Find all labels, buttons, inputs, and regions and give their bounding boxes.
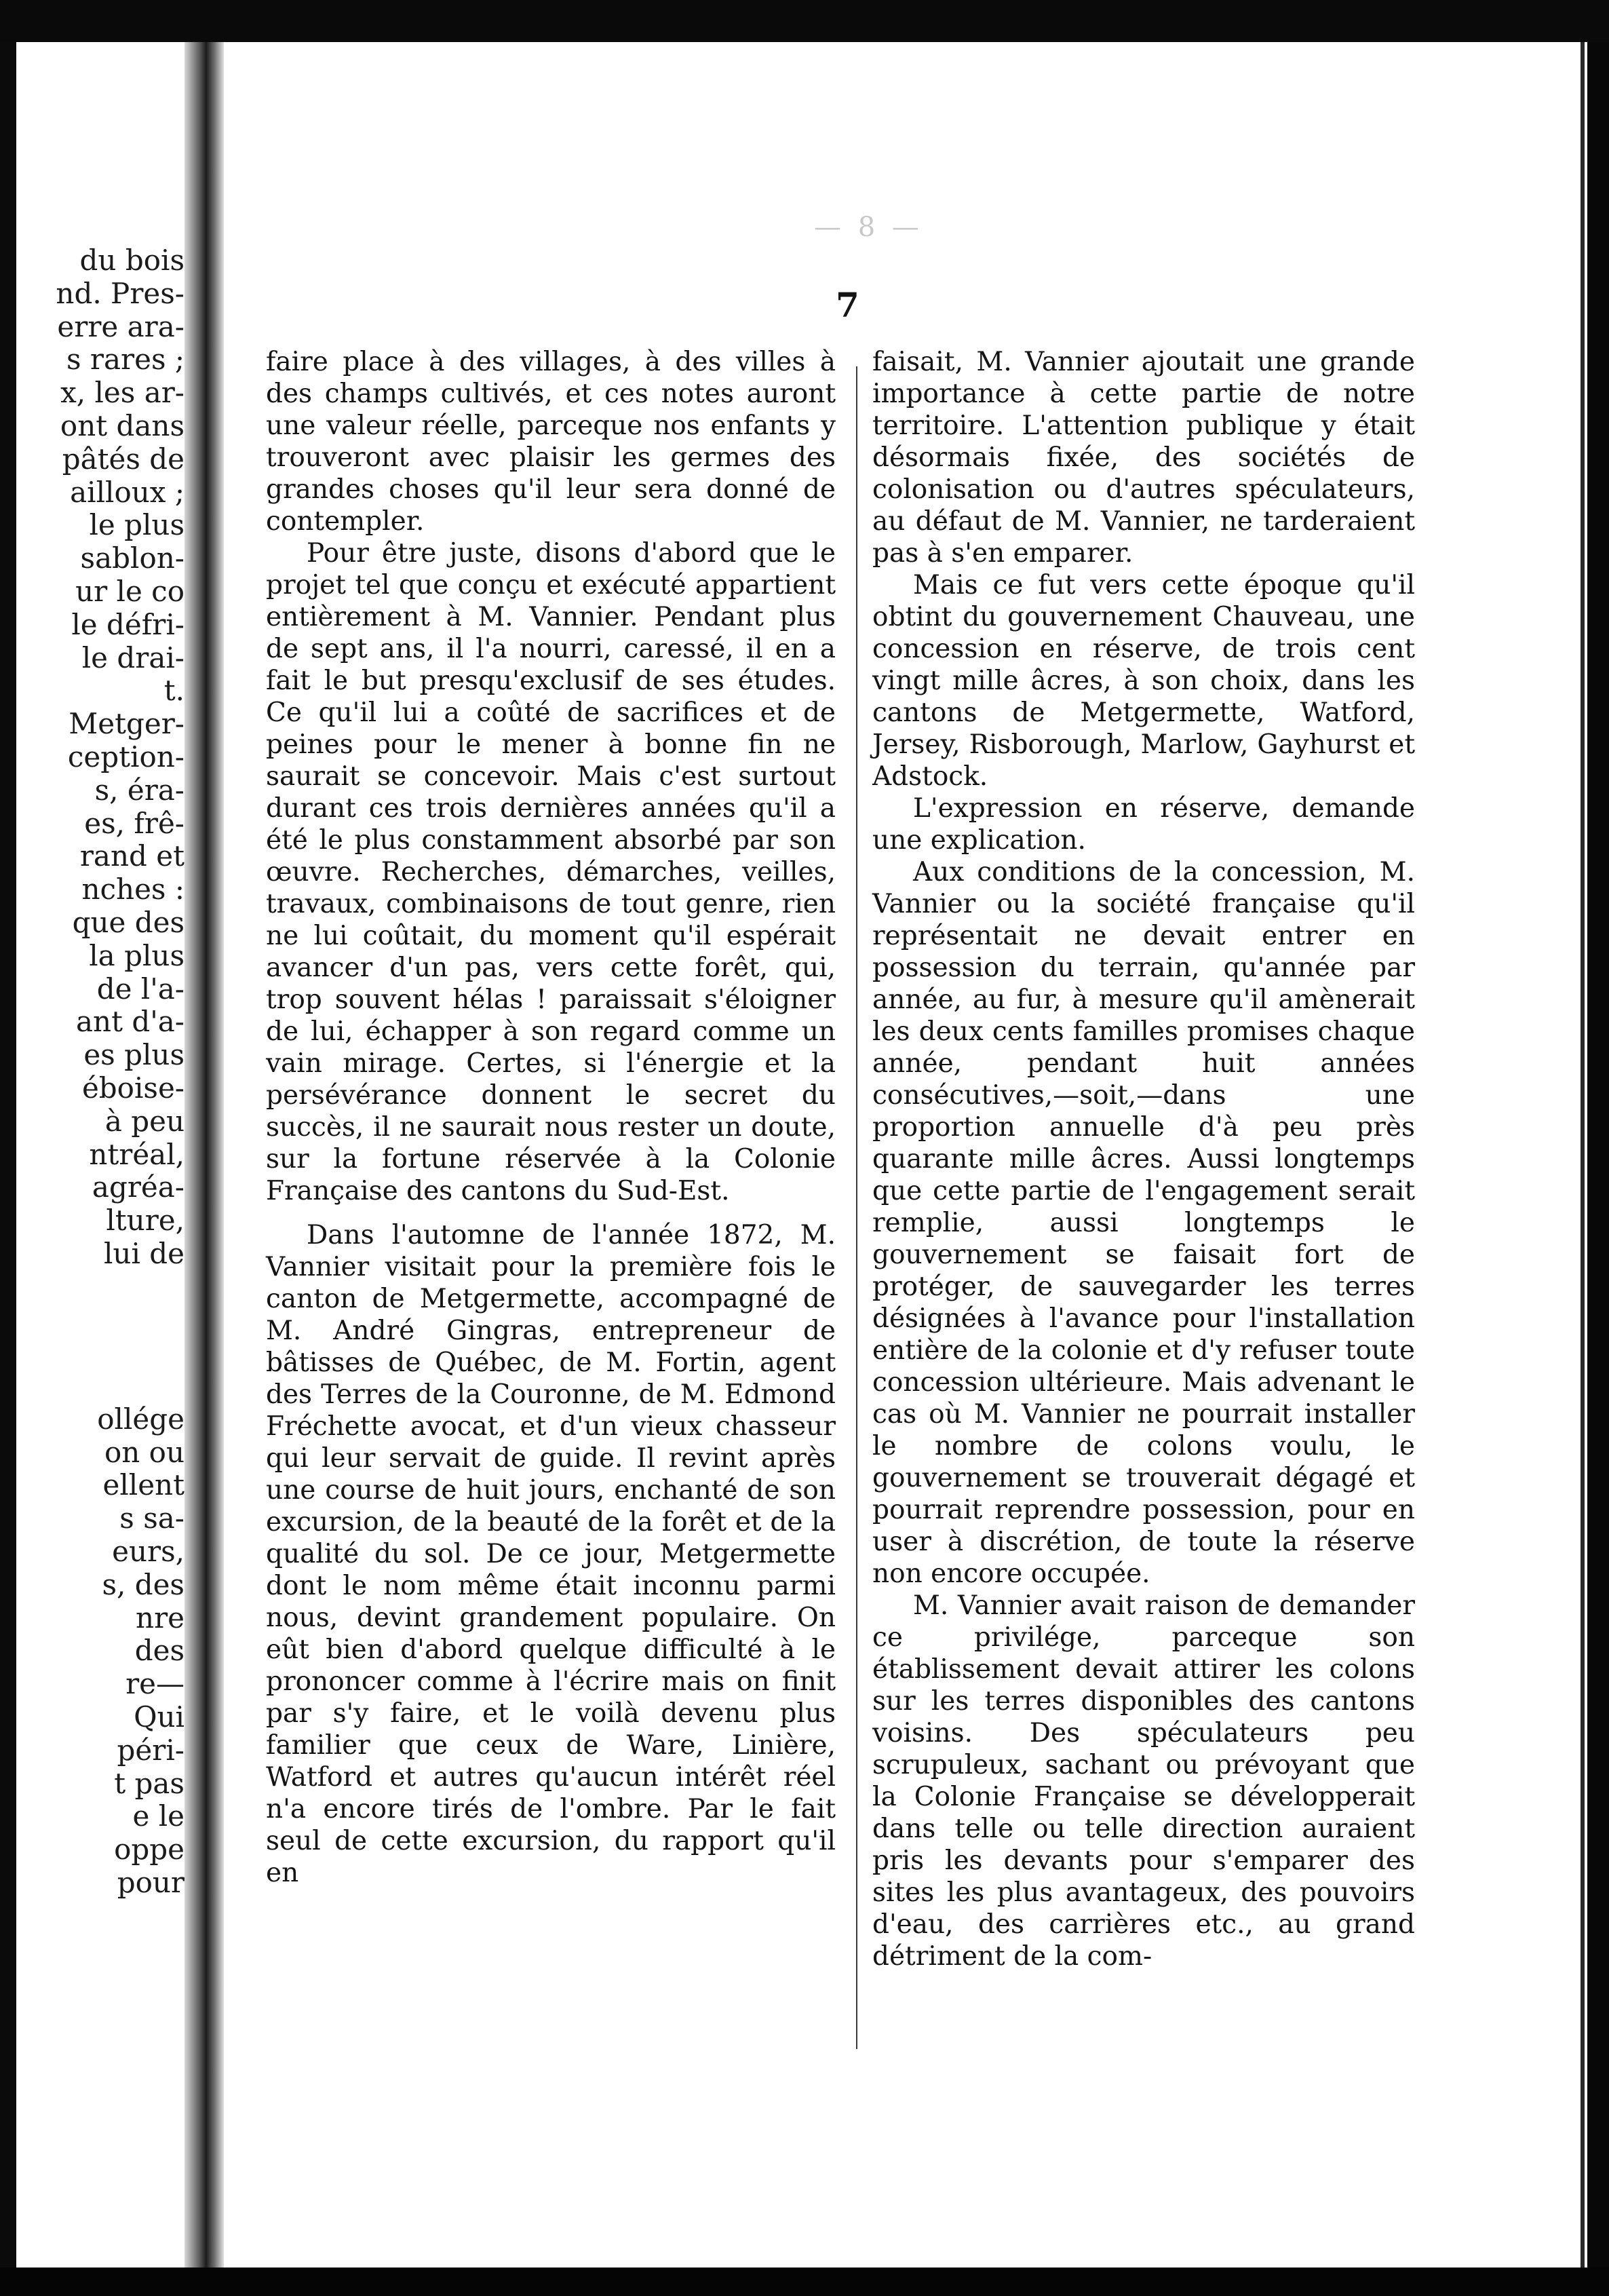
scan-right-border — [1587, 42, 1609, 2296]
paragraph: faire place à des villages, à des villes à des champs cultivés, et ces notes auront une valeur réelle, parceque nos enfants y trouveront avec plaisir les germes des grandes choses qu'il leur sera donné de contempler. — [266, 347, 836, 537]
facing-page-line: pâtés de — [62, 442, 185, 476]
facing-page-line — [19, 1337, 185, 1370]
facing-page-line: s rares ; — [66, 343, 185, 377]
facing-page-line: ntréal, — [89, 1137, 185, 1171]
facing-page-line: lture, — [106, 1204, 185, 1238]
facing-page-line: eurs, — [112, 1535, 185, 1569]
facing-page-line: oppe — [114, 1833, 185, 1867]
book-gutter — [185, 42, 224, 2268]
facing-page-line: e le — [132, 1799, 185, 1833]
facing-page-line: du bois — [79, 244, 185, 277]
text-column-left — [266, 346, 836, 1889]
facing-page-line: le défri- — [71, 607, 185, 641]
facing-page-line: la plus — [89, 938, 185, 972]
facing-page-line: ellent — [102, 1468, 185, 1502]
facing-page-line: s sa- — [119, 1501, 185, 1535]
paragraph: faisait, M. Vannier ajoutait une grande importance à cette partie de notre territoire. L'attention publique y était désormais fixée, des sociétés de colonisation ou d'autres spéculateurs, au défaut de M. Vannier, ne tarderaient pas à s'en emparer. — [872, 347, 1415, 569]
facing-page-line: t pas — [114, 1766, 185, 1800]
facing-page-line: le plus — [89, 508, 185, 542]
facing-page-line: péri- — [117, 1733, 185, 1767]
facing-page-line: re— — [125, 1667, 185, 1701]
scan-bottom-border — [0, 2268, 1609, 2296]
facing-page-line: à peu — [104, 1104, 185, 1138]
facing-page-line: pour — [117, 1866, 185, 1900]
page-edge-shadow — [1581, 42, 1585, 2268]
facing-page-fragments — [19, 244, 185, 2110]
facing-page-line: le drai- — [81, 640, 185, 674]
bleed-through-header: — 8 — — [814, 212, 923, 243]
facing-page-line: s, éra- — [94, 773, 185, 807]
paragraph: Mais ce fut vers cette époque qu'il obtint du gouvernement Chauveau, une concession en réserve, de trois cent vingt mille âcres, à son choix, dans les cantons de Metgermette, Watford, Jersey, Risborough, Marlow, Gayhurst et Adstock. — [872, 570, 1415, 792]
paragraph: Aux conditions de la concession, M. Vannier ou la société française qu'il représentait ne devait entrer en possession du terrain, qu'année par année, au fur, à mesure qu'il amènerait les deux cents familles promises chaque année, pendant huit années consécutives,—soit,—dans une proportion annuelle d'à peu près quarante mille âcres. Aussi longtemps que cette partie de l'engagement serait remplie, aussi longtemps le gouvernement se faisait fort de protéger, de sauvegarder les terres désignées à l'avance pour l'installation entière de la colonie et d'y refuser toute concession ultérieure. Mais advenant le cas où M. Vannier ne pourrait installer le nombre de colons voulu, le gouvernement se trouverait dégagé et pourrait reprendre possession, pour en user à discrétion, de toute la réserve non encore occupée. — [872, 857, 1415, 1589]
facing-page-line: nre — [136, 1601, 185, 1634]
facing-page-line: es plus — [83, 1038, 185, 1072]
text-column-right — [872, 346, 1415, 1972]
facing-page-line: s, des — [102, 1567, 185, 1601]
facing-page-line: erre ara- — [57, 309, 185, 343]
facing-page-line: lui de — [103, 1236, 185, 1270]
facing-page-line — [19, 1370, 185, 1403]
paragraph: M. Vannier avait raison de demander ce privilége, parceque son établissement devait attirer les colons sur les terres disponibles des cantons voisins. Des spéculateurs peu scrupuleux, sachant ou prévoyant que la Colonie Française se développerait dans telle ou telle direction auraient pris les devants pour s'emparer des sites les plus avantageux, des pouvoirs d'eau, des carrières etc., au grand détriment de la com- — [872, 1590, 1415, 1972]
facing-page-line: des — [134, 1634, 185, 1668]
facing-page-line: que des — [72, 905, 185, 939]
facing-page-line: on ou — [104, 1435, 185, 1469]
paragraph: Dans l'automne de l'année 1872, M. Vannier visitait pour la première fois le canton de Metgermette, accompagné de M. André Gingras, entrepreneur de bâtisses de Québec, de M. Fortin, agent des Terres de la Couronne, de M. Edmond Fréchette avocat, et d'un vieux chasseur qui leur servait de guide. Il revint après une course de huit jours, enchanté de son excursion, de la beauté de la forêt et de la qualité du sol. De ce jour, Metgermette dont le nom même était inconnu parmi nous, devint grandement populaire. On eût bien d'abord quelque difficulté à le prononcer comme à l'écrire mais on finit par s'y faire, et le voilà devenu plus familier que ceux de Ware, Linière, Watford et autres qu'aucun intérêt réel n'a encore tirés de l'ombre. Par le fait seul de cette excursion, du rapport qu'il en — [266, 1220, 836, 1888]
facing-page-line: ur le co — [75, 574, 185, 608]
facing-page-line: t. — [163, 674, 185, 708]
facing-page-line — [19, 1304, 185, 1337]
facing-page-line: nd. Pres- — [56, 276, 185, 310]
facing-page-line: ont dans — [60, 408, 185, 442]
facing-page-line: ailloux ; — [70, 475, 185, 509]
facing-page-line: sablon- — [80, 541, 185, 575]
facing-page-line: ception- — [67, 740, 185, 773]
paragraph: L'expression en réserve, demande une explication. — [872, 793, 1415, 856]
facing-page-line: x, les ar- — [60, 376, 185, 410]
facing-page-line: Metger- — [69, 707, 185, 741]
facing-page-line: éboise- — [81, 1071, 185, 1105]
facing-page-line: es, frê- — [84, 806, 185, 840]
facing-page-line: nches : — [81, 873, 185, 906]
facing-page-line: agréa- — [92, 1170, 185, 1204]
facing-page-line — [19, 1271, 185, 1304]
facing-page-line: ollége — [97, 1402, 185, 1436]
paragraph: Pour être juste, disons d'abord que le projet tel que conçu et exécuté appartient entièrement à M. Vannier. Pendant plus de sept ans, il l'a nourri, caressé, il en a fait le but presqu'exclusif de ses études. Ce qu'il lui a coûté de sacrifices et de peines pour le mener à bonne fin ne saurait se concevoir. Mais c'est surtout durant ces trois dernières années qu'il a été le plus constamment absorbé par son œuvre. Recherches, démarches, veilles, travaux, combinaisons de tout genre, rien ne lui coûtait, du moment qu'il espérait avancer d'un pas, vers cette forêt, qui, trop souvent hélas ! paraissait s'éloigner de lui, échapper à son regard comme un vain mirage. Certes, si l'énergie et la persévérance donnent le secret du succès, il ne saurait nous rester un doute, sur la fortune réservée à la Colonie Française des cantons du Sud-Est. — [266, 538, 836, 1206]
facing-page-line: rand et — [79, 839, 185, 873]
facing-page-line: Qui — [134, 1700, 185, 1734]
scan-left-border — [0, 42, 16, 2296]
column-divider — [856, 366, 857, 2049]
facing-page-line: de l'a- — [96, 972, 185, 1006]
scan-top-border — [0, 0, 1609, 42]
facing-page-line: ant d'a- — [76, 1005, 185, 1039]
page-number: 7 — [836, 285, 859, 325]
